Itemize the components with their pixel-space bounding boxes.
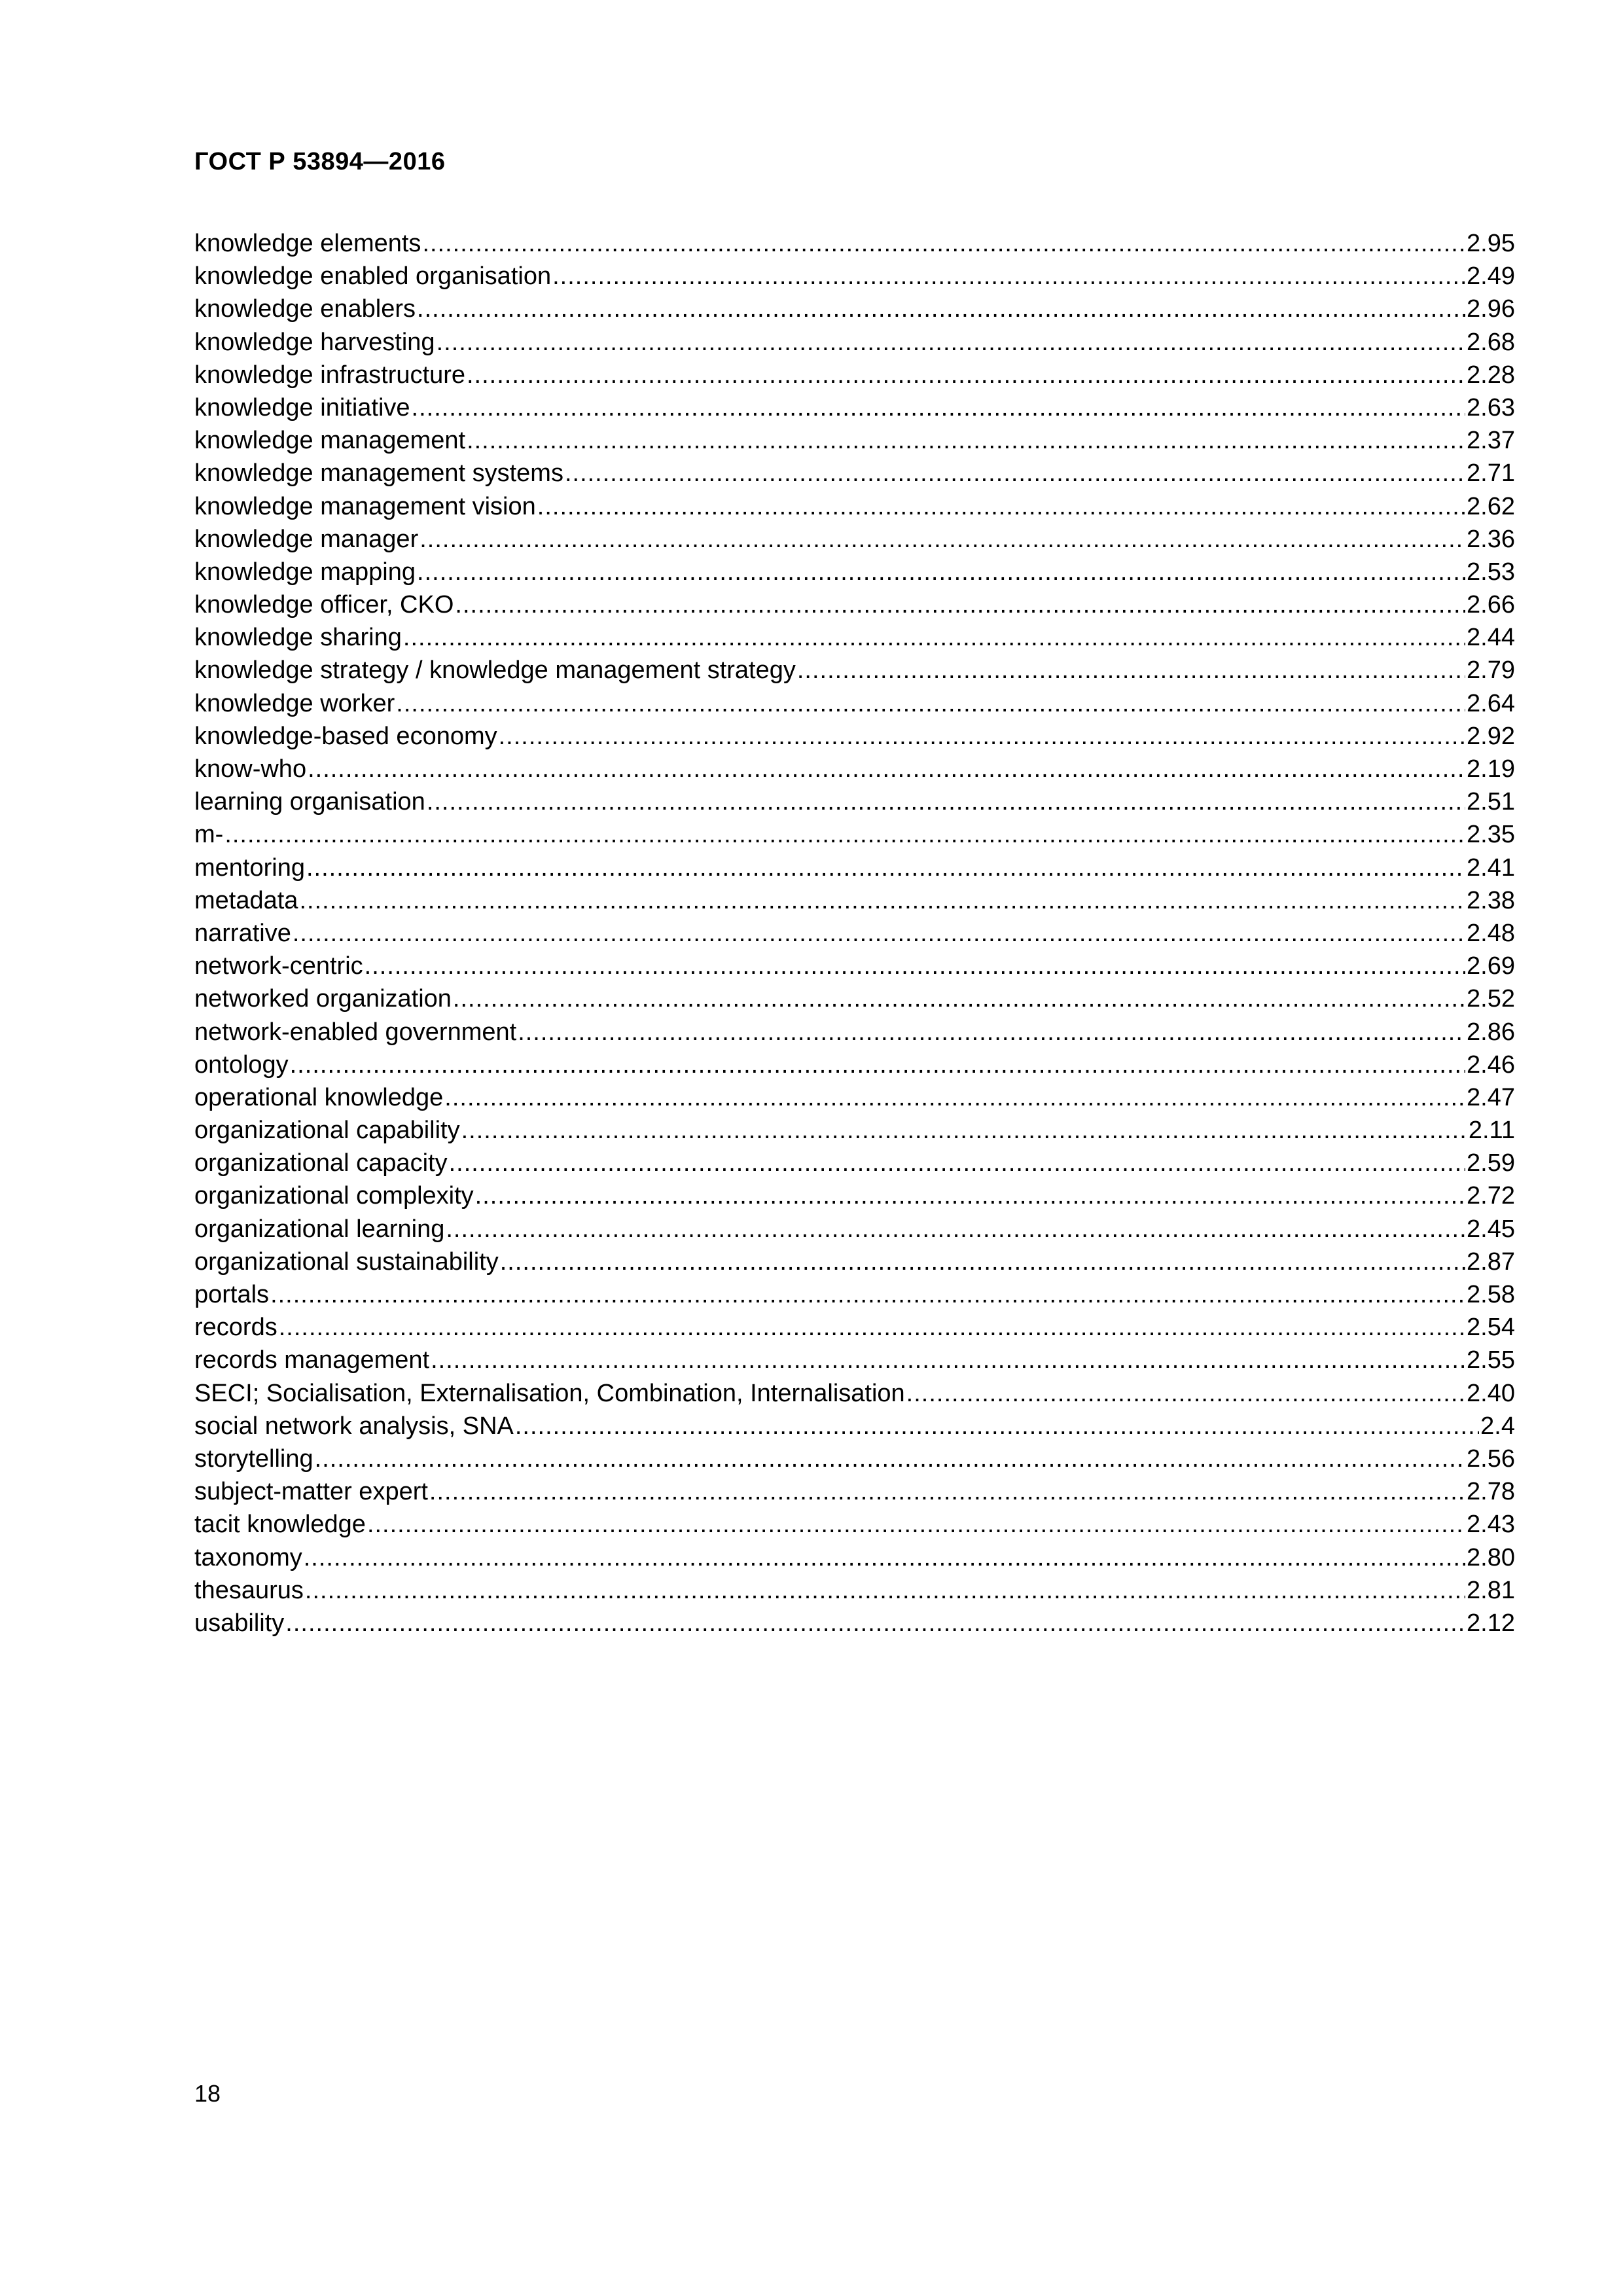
index-entry [194, 1179, 1515, 1212]
dot-leader [396, 687, 1465, 720]
index-entry [194, 1016, 1515, 1049]
index-ref: 2.4 [1480, 1412, 1515, 1440]
dot-leader [467, 359, 1465, 391]
index-ref: 2.37 [1467, 427, 1515, 455]
term-index-list [194, 227, 1515, 1640]
dot-leader [455, 588, 1465, 621]
index-entry [194, 753, 1515, 785]
index-term: records [194, 1314, 277, 1342]
dot-leader [500, 1246, 1465, 1278]
page-number: 18 [194, 2080, 221, 2107]
index-ref: 2.72 [1467, 1182, 1515, 1210]
index-entry [194, 1246, 1515, 1278]
index-term: metadata [194, 886, 298, 914]
dot-leader [499, 720, 1465, 753]
index-ref: 2.46 [1467, 1050, 1515, 1079]
dot-leader [315, 1443, 1465, 1475]
index-term: knowledge strategy / knowledge management strategy [194, 656, 796, 685]
index-term: knowledge worker [194, 689, 395, 717]
index-term: portals [194, 1281, 270, 1308]
dot-leader [565, 457, 1465, 490]
index-term: knowledge harvesting [194, 328, 435, 356]
index-term: knowledge infrastructure [194, 361, 465, 389]
index-term: storytelling [194, 1444, 313, 1473]
index-term: knowledge enablers [194, 295, 416, 323]
dot-leader [367, 1508, 1465, 1541]
index-entry [194, 588, 1515, 621]
dot-leader [308, 753, 1465, 785]
index-ref: 2.48 [1467, 919, 1515, 947]
index-term: mentoring [194, 853, 305, 882]
index-entry [194, 950, 1515, 982]
dot-leader [224, 818, 1465, 851]
dot-leader [449, 1147, 1465, 1179]
dot-leader [444, 1081, 1465, 1114]
index-term: knowledge elements [194, 230, 421, 257]
index-entry [194, 490, 1515, 523]
dot-leader [279, 1311, 1465, 1344]
dot-leader [515, 1410, 1479, 1443]
index-entry [194, 1475, 1515, 1508]
index-ref: 2.52 [1467, 985, 1515, 1013]
dot-leader [365, 950, 1465, 982]
index-term: ontology [194, 1050, 289, 1079]
index-term: organizational learning [194, 1215, 445, 1243]
index-ref: 2.35 [1467, 821, 1515, 849]
index-entry [194, 852, 1515, 884]
index-term: knowledge mapping [194, 558, 416, 586]
dot-leader [285, 1607, 1465, 1640]
dot-leader [797, 654, 1465, 687]
index-term: narrative [194, 919, 291, 947]
index-term: SECI; Socialisation, Externalisation, Combination, Internalisation [194, 1379, 905, 1407]
dot-leader [461, 1114, 1467, 1147]
index-term: organizational sustainability [194, 1247, 499, 1276]
index-ref: 2.71 [1467, 459, 1515, 488]
index-term: organizational capacity [194, 1149, 448, 1177]
index-entry [194, 1574, 1515, 1607]
index-ref: 2.38 [1467, 886, 1515, 914]
index-term: knowledge sharing [194, 624, 402, 652]
dot-leader [427, 785, 1465, 818]
index-ref: 2.11 [1468, 1117, 1515, 1145]
index-entry [194, 1607, 1515, 1640]
index-term: knowledge management [194, 427, 466, 455]
index-ref: 2.28 [1467, 361, 1515, 389]
index-term: social network analysis, SNA [194, 1412, 514, 1440]
index-term: operational knowledge [194, 1083, 444, 1111]
index-entry [194, 293, 1515, 325]
index-ref: 2.63 [1467, 393, 1515, 422]
dot-leader [422, 227, 1465, 260]
dot-leader [552, 260, 1465, 293]
index-entry [194, 982, 1515, 1015]
index-entry [194, 1508, 1515, 1541]
index-term: network-centric [194, 952, 363, 980]
index-ref: 2.45 [1467, 1215, 1515, 1243]
dot-leader [403, 621, 1465, 654]
dot-leader [429, 1475, 1465, 1508]
index-term: knowledge officer, CKO [194, 591, 454, 619]
index-entry [194, 884, 1515, 917]
index-ref: 2.54 [1467, 1314, 1515, 1342]
index-term: network-enabled government [194, 1018, 517, 1046]
dot-leader [270, 1278, 1465, 1311]
index-ref: 2.53 [1467, 558, 1515, 586]
dot-leader [293, 917, 1465, 950]
index-term: subject-matter expert [194, 1478, 428, 1506]
index-ref: 2.78 [1467, 1478, 1515, 1506]
dot-leader [419, 523, 1465, 556]
index-ref: 2.64 [1467, 689, 1515, 717]
index-term: know-who [194, 755, 307, 783]
index-entry [194, 359, 1515, 391]
dot-leader [299, 884, 1465, 917]
index-entry [194, 917, 1515, 950]
index-term: tacit knowledge [194, 1511, 366, 1539]
index-term: thesaurus [194, 1576, 304, 1604]
index-term: learning organisation [194, 788, 425, 816]
index-term: usability [194, 1609, 285, 1637]
index-ref: 2.49 [1467, 262, 1515, 291]
index-term: knowledge management vision [194, 492, 536, 520]
index-ref: 2.66 [1467, 591, 1515, 619]
dot-leader [518, 1016, 1465, 1049]
index-entry [194, 523, 1515, 556]
index-ref: 2.56 [1467, 1444, 1515, 1473]
index-entry [194, 1147, 1515, 1179]
index-ref: 2.69 [1467, 952, 1515, 980]
dot-leader [306, 852, 1465, 884]
page-header: ГОСТ Р 53894—2016 [194, 148, 446, 175]
index-entry [194, 326, 1515, 359]
index-term: knowledge-based economy [194, 722, 497, 750]
index-ref: 2.12 [1467, 1609, 1515, 1637]
index-ref: 2.68 [1467, 328, 1515, 356]
dot-leader [537, 490, 1465, 523]
dot-leader [437, 326, 1465, 359]
index-entry [194, 1410, 1515, 1443]
index-entry [194, 1081, 1515, 1114]
index-entry [194, 391, 1515, 424]
index-ref: 2.36 [1467, 525, 1515, 553]
index-ref: 2.86 [1467, 1018, 1515, 1046]
index-term: knowledge enabled organisation [194, 262, 552, 291]
index-entry [194, 1541, 1515, 1574]
index-term: knowledge initiative [194, 393, 410, 422]
index-entry [194, 457, 1515, 490]
index-ref: 2.92 [1467, 722, 1515, 750]
index-ref: 2.47 [1467, 1083, 1515, 1111]
index-ref: 2.51 [1467, 788, 1515, 816]
index-entry [194, 720, 1515, 753]
dot-leader [290, 1049, 1465, 1081]
index-ref: 2.41 [1467, 853, 1515, 882]
dot-leader [453, 982, 1465, 1015]
index-ref: 2.80 [1467, 1543, 1515, 1571]
index-entry [194, 654, 1515, 687]
index-entry [194, 1311, 1515, 1344]
index-ref: 2.43 [1467, 1511, 1515, 1539]
dot-leader [417, 556, 1465, 588]
index-entry [194, 556, 1515, 588]
index-entry [194, 1049, 1515, 1081]
index-entry [194, 260, 1515, 293]
dot-leader [431, 1344, 1465, 1376]
index-term: organizational capability [194, 1117, 460, 1145]
index-entry [194, 1213, 1515, 1246]
index-term: organizational complexity [194, 1182, 474, 1210]
dot-leader [305, 1574, 1465, 1607]
index-term: m- [194, 821, 224, 849]
dot-leader [475, 1179, 1465, 1212]
index-term: records management [194, 1346, 430, 1374]
index-entry [194, 1278, 1515, 1311]
index-ref: 2.87 [1467, 1247, 1515, 1276]
index-entry [194, 227, 1515, 260]
dot-leader [446, 1213, 1465, 1246]
dot-leader [467, 424, 1465, 457]
index-ref: 2.95 [1467, 230, 1515, 257]
index-entry [194, 687, 1515, 720]
index-ref: 2.44 [1467, 624, 1515, 652]
index-entry [194, 1443, 1515, 1475]
index-ref: 2.55 [1467, 1346, 1515, 1374]
index-ref: 2.19 [1467, 755, 1515, 783]
index-entry [194, 1344, 1515, 1376]
index-entry [194, 1377, 1515, 1410]
index-ref: 2.81 [1467, 1576, 1515, 1604]
dot-leader [304, 1541, 1465, 1574]
index-ref: 2.40 [1467, 1379, 1515, 1407]
index-ref: 2.79 [1467, 656, 1515, 685]
index-ref: 2.59 [1467, 1149, 1515, 1177]
index-term: knowledge manager [194, 525, 419, 553]
index-term: knowledge management systems [194, 459, 563, 488]
index-entry [194, 621, 1515, 654]
dot-leader [417, 293, 1465, 325]
index-entry [194, 1114, 1515, 1147]
index-entry [194, 424, 1515, 457]
dot-leader [412, 391, 1466, 424]
index-entry [194, 785, 1515, 818]
index-ref: 2.58 [1467, 1281, 1515, 1308]
dot-leader [906, 1377, 1465, 1410]
index-ref: 2.62 [1467, 492, 1515, 520]
index-term: networked organization [194, 985, 452, 1013]
index-ref: 2.96 [1467, 295, 1515, 323]
index-term: taxonomy [194, 1543, 302, 1571]
index-entry [194, 818, 1515, 851]
